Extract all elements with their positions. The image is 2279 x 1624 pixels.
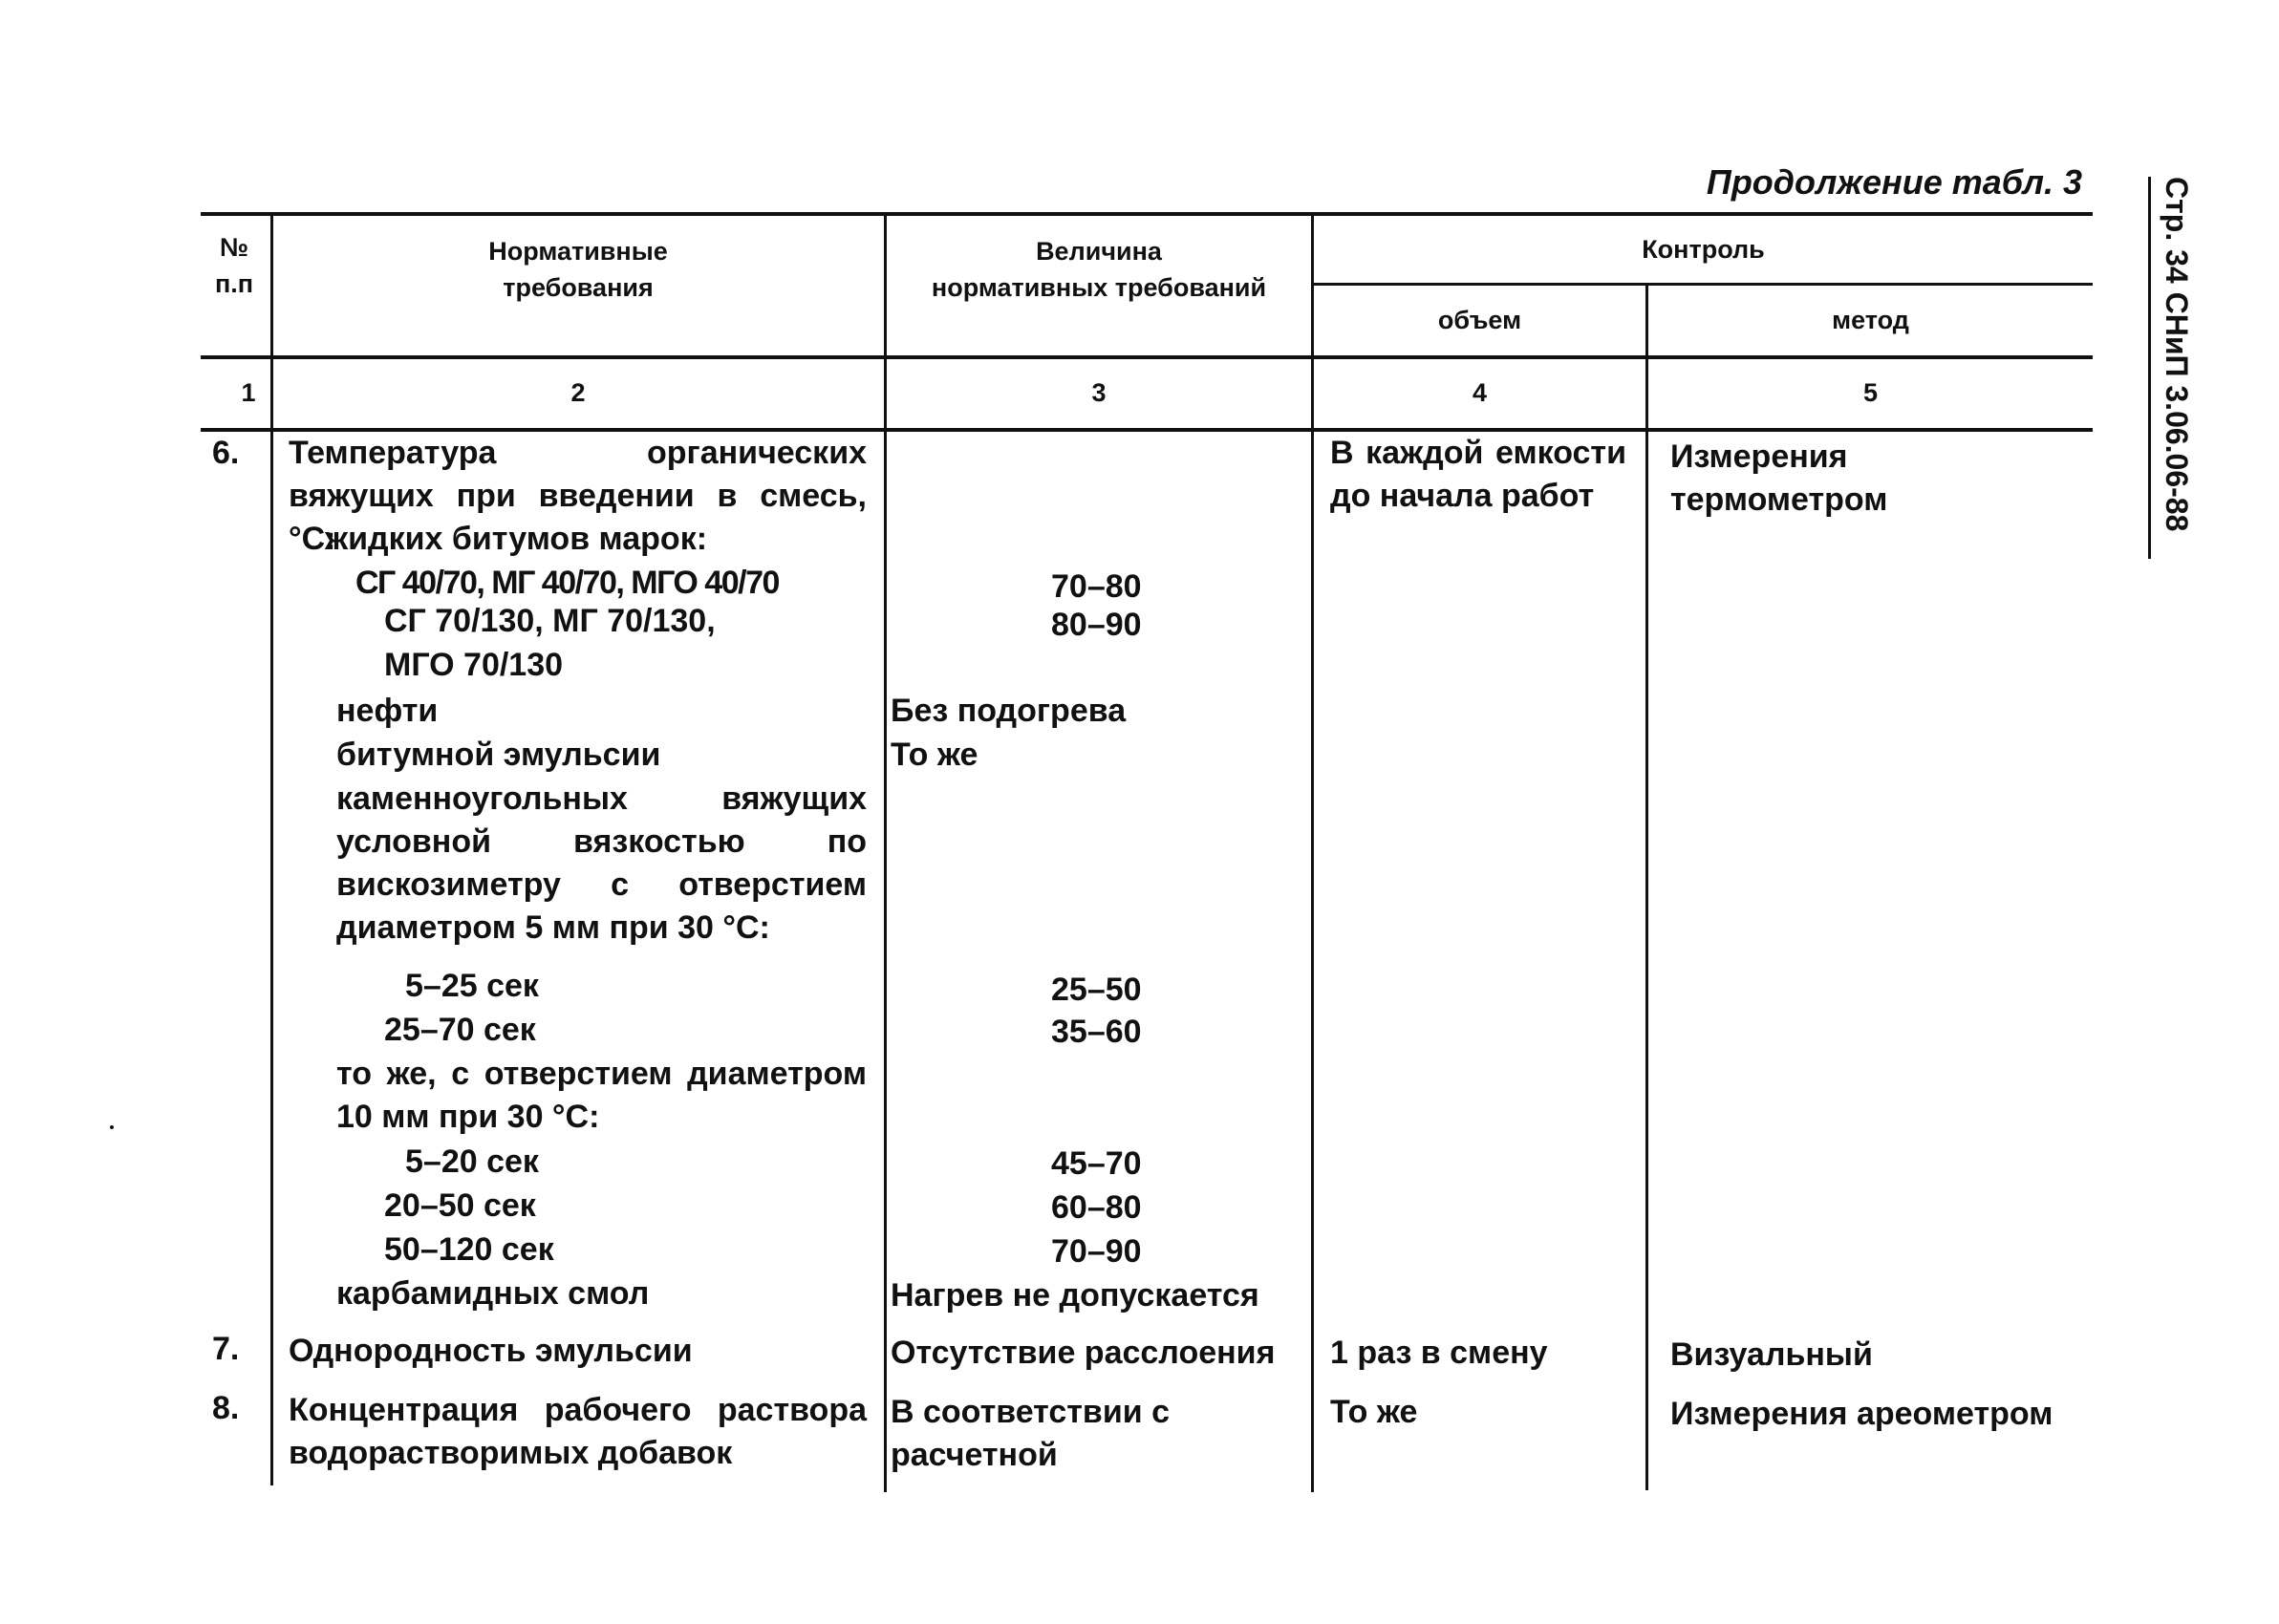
column-number-5: 5 [1862, 378, 1879, 407]
control-subheader-rule [1311, 283, 2093, 286]
scan-speck [110, 1125, 114, 1129]
row7-volume: 1 раз в смену [1330, 1335, 1548, 1371]
row7-number: 7. [212, 1331, 240, 1367]
row6-value-2: 80–90 [1051, 607, 1142, 643]
row6-viscosity-5: 50–120 сек [384, 1231, 554, 1268]
continuation-caption: Продолжение табл. 3 [1706, 162, 2082, 202]
row6-viscosity-4: 20–50 сек [384, 1187, 536, 1224]
row8-number: 8. [212, 1390, 240, 1426]
row6-value-3: 25–50 [1051, 972, 1142, 1008]
row8-requirement: Концентрация рабочего раствора водорастворимых добавок [289, 1392, 867, 1471]
row6-coal-binders: каменноугольных вяжущих условной вязкостью по вискозиметру с отверстием диаметром 5 мм при 30 °С: [336, 780, 867, 946]
row6-value-emulsion: То же [891, 737, 978, 773]
row7-requirement: Однородность эмульсии [289, 1333, 693, 1369]
header-col2-line1: Нормативные [488, 237, 668, 266]
column-number-2: 2 [570, 378, 586, 407]
side-label-text: Стр. 34 СНиП 3.06.06-88 [2160, 177, 2194, 532]
header-col1-line2: п.п [214, 269, 254, 298]
column-divider-4 [1645, 285, 1648, 1490]
row6-same-10mm: то же, с отверстием диаметром 10 мм при 30 °С: [336, 1056, 867, 1135]
column-number-4: 4 [1472, 378, 1488, 407]
row8-volume: То же [1330, 1394, 1418, 1430]
row7-method: Визуальный [1670, 1336, 1873, 1373]
row6-value-6: 60–80 [1051, 1189, 1142, 1226]
header-col3 [887, 233, 1311, 306]
header-col2-line2: требования [503, 273, 654, 302]
row6-bitumen-grade-1: СГ 40/70, МГ 40/70, МГО 40/70 [355, 565, 779, 601]
header-col1 [201, 229, 268, 302]
row6-bitumen-grade-2: СГ 70/130, МГ 70/130, [384, 603, 716, 639]
row6-viscosity-2: 25–70 сек [384, 1012, 536, 1048]
row6-number: 6. [212, 435, 240, 471]
row7-value: Отсутствие расслоения [891, 1335, 1276, 1371]
column-number-3: 3 [1091, 378, 1107, 407]
row6-viscosity-3: 5–20 сек [405, 1143, 539, 1180]
page-side-label [2148, 177, 2199, 559]
row6-viscosity-1: 5–25 сек [405, 968, 539, 1004]
header-col3-line1: Величина [1036, 237, 1162, 266]
row6-oil: нефти [336, 693, 439, 729]
row6-resins: карбамидных смол [336, 1275, 650, 1312]
row6-value-5: 45–70 [1051, 1145, 1142, 1182]
table-top-rule [201, 212, 2093, 216]
row6-value-oil: Без подогрева [891, 693, 1127, 729]
header-col2 [273, 233, 883, 306]
row6-bitumen-grade-2b: МГО 70/130 [384, 647, 564, 683]
row6-requirement-intro: Температура органических вяжущих при введении в смесь, °С: [289, 435, 867, 557]
header-bottom-rule [201, 355, 2093, 359]
row6-liquid-bitumen: жидких битумов марок: [325, 521, 708, 557]
row6-value-4: 35–60 [1051, 1014, 1142, 1050]
header-volume: объем [1437, 306, 1522, 334]
row6-value-1: 70–80 [1051, 568, 1142, 605]
row6-value-resins: Нагрев не допускается [891, 1277, 1259, 1314]
row6-method: Измерения термометром [1670, 438, 1888, 518]
header-method: метод [1832, 306, 1909, 334]
column-number-1: 1 [241, 378, 256, 407]
row8-method: Измерения ареометром [1670, 1396, 2053, 1432]
row6-volume: В каждой емкости до начала работ [1330, 435, 1626, 514]
header-control: Контроль [1642, 235, 1765, 264]
header-col3-line2: нормативных требований [931, 273, 1267, 302]
row6-bitumen-emulsion: битумной эмульсии [336, 737, 661, 773]
header-col1-line1: № [219, 233, 249, 262]
row8-value: В соответствии с расчетной [891, 1394, 1170, 1473]
row6-value-7: 70–90 [1051, 1233, 1142, 1270]
